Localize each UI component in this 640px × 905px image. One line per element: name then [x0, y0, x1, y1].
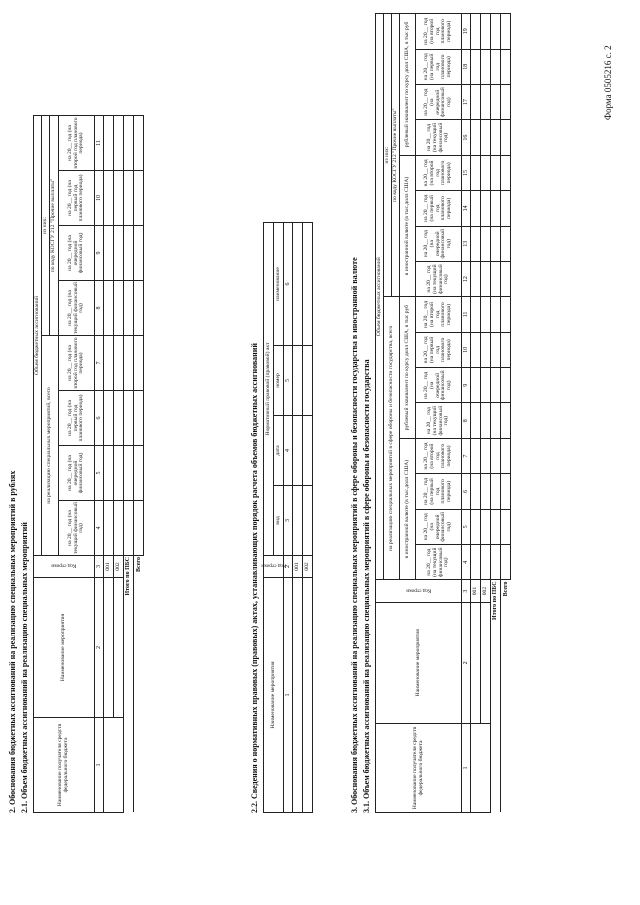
- table-row: [293, 222, 303, 812]
- colnum: 1: [462, 724, 471, 813]
- section2-1-title: 2.1. Объем бюджетных ассигнований на реализацию специальных мероприятий: [20, 522, 29, 813]
- section3-title: 3. Обоснования бюджетных ассигнований на реализацию специальных мероприятий в сфере обороны и безопасности государства в иностранной валюте: [350, 257, 359, 813]
- period: на 20__ год (на текущий финансовый год): [416, 261, 462, 296]
- colnum: 6: [462, 474, 471, 509]
- period: на 20__ год (на второй год планового периода): [416, 14, 462, 50]
- colnum: 6: [284, 222, 293, 345]
- colnum: 10: [462, 332, 471, 367]
- period: на 20__ год (на очередной финансовый год): [416, 509, 462, 544]
- col-rub: рублевый эквивалент по курсу долл США, в тыс руб: [400, 297, 416, 439]
- period: на 20__ год (на текущий финансовый год): [416, 545, 462, 580]
- period-1-kosgu: на 20__ год (на текущий финансовый год): [59, 281, 95, 336]
- col-foreign-kosgu: в иностранной валюте (в тыс.долл США): [400, 155, 416, 297]
- col-total: на реализацию специальных мероприятий, всего: [42, 336, 59, 556]
- colnum: 10: [95, 171, 104, 226]
- period-4-kosgu: на 20__ год (на второй год планового периода): [59, 116, 95, 171]
- col-number: номер: [274, 346, 284, 416]
- colnum: 14: [462, 191, 471, 226]
- colnum: 5: [284, 346, 293, 416]
- col-recipient: Наименование получателя средств федерального бюджета: [34, 718, 95, 813]
- section2-2-title: 2.2. Сведения о нормативных правовых (правовых) актах, устанавливающих порядок расчета объемов бюджетных ассигнований: [250, 342, 259, 813]
- col-recipient: Наименование получателя средств федерального бюджета: [376, 724, 462, 813]
- col-act: Нормативный правовой (правовой) акт: [264, 222, 274, 555]
- period: на 20__ год (на очередной финансовый год): [416, 84, 462, 119]
- period: на 20__ год (на второй год планового периода): [416, 438, 462, 473]
- col-total: на реализацию специальных мероприятий в сфере обороны и безопасности государства, всего: [384, 297, 400, 580]
- col-measure: Наименование мероприятия: [376, 602, 462, 723]
- colnum: 19: [462, 14, 471, 50]
- col-name: наименование: [274, 222, 284, 345]
- colnum: 3: [284, 486, 293, 556]
- row-code: 001: [104, 556, 114, 578]
- row-code: 002: [481, 580, 491, 602]
- col-incl: из них:: [384, 14, 392, 297]
- colnum: 6: [95, 391, 104, 446]
- row-code: 001: [293, 556, 303, 578]
- colnum: 12: [462, 261, 471, 296]
- col-code: Код строки: [376, 580, 462, 602]
- period-3-kosgu: на 20__ год (на первый год планового периода): [59, 171, 95, 226]
- colnum: 1: [95, 718, 104, 813]
- col-date: дата: [274, 416, 284, 486]
- period: на 20__ год (на очередной финансовый год): [416, 368, 462, 403]
- colnum: 4: [95, 501, 104, 556]
- row-code: 002: [114, 556, 124, 578]
- total-label: Всего: [134, 556, 144, 813]
- total-pbs-label: Итого по ПБС: [491, 580, 501, 813]
- colnum: 9: [462, 368, 471, 403]
- colnum: 2: [95, 578, 104, 718]
- colnum: 1: [284, 578, 293, 813]
- table-3-1: [375, 13, 511, 813]
- colnum: 17: [462, 84, 471, 119]
- col-volume: Объем бюджетных ассигнований: [376, 14, 384, 580]
- colnum: 7: [95, 336, 104, 391]
- form-code: Форма 0505216 с. 2: [603, 45, 613, 120]
- col-volume: Объем бюджетных ассигнований: [34, 116, 42, 556]
- period: на 20__ год (на текущий финансовый год): [416, 120, 462, 155]
- period: на 20__ год (на второй год планового периода): [416, 155, 462, 190]
- table-2-1: [33, 10, 144, 814]
- colnum: 7: [462, 438, 471, 473]
- col-rub-kosgu: рублевый эквивалент по курсу долл США, в тыс руб: [400, 14, 416, 156]
- colnum: 5: [462, 509, 471, 544]
- period-2: на 20__ год (на очередной финансовый год): [59, 446, 95, 501]
- period: на 20__ год (на первый год планового периода): [416, 191, 462, 226]
- period: на 20__ год (на второй год планового периода): [416, 297, 462, 332]
- colnum: 15: [462, 155, 471, 190]
- colnum: 4: [462, 545, 471, 580]
- period: на 20__ год (на первый год планового периода): [416, 332, 462, 367]
- colnum: 8: [95, 281, 104, 336]
- period-3: на 20__ год (на первый год планового периода): [59, 391, 95, 446]
- table-row: [114, 10, 124, 813]
- col-code: Код строки: [264, 556, 284, 578]
- table-row: [471, 14, 481, 813]
- period-4: на 20__ год (на второй год планового периода): [59, 336, 95, 391]
- table-row: [303, 222, 313, 812]
- period-2-kosgu: на 20__ год (на очередной финансовый год): [59, 226, 95, 281]
- col-kosgu: по коду КОСГУ 212 "Прочие выплаты": [50, 116, 59, 336]
- table-row: [481, 14, 491, 813]
- colnum: 11: [462, 297, 471, 332]
- table-row: [104, 10, 114, 813]
- total-pbs-label: Итого по ПБС: [124, 556, 134, 813]
- col-foreign: в иностранной валюте (в тыс.долл США): [400, 438, 416, 580]
- table-2-2: [260, 222, 313, 813]
- section3-1-title: 3.1. Объем бюджетных ассигнований на реализацию специальных мероприятий в сфере обороны и безопасности государства: [362, 359, 371, 813]
- colnum: 9: [95, 226, 104, 281]
- colnum: 16: [462, 120, 471, 155]
- col-incl: из них:: [42, 116, 50, 336]
- colnum: 2: [284, 556, 293, 578]
- period: на 20__ год (на очередной финансовый год): [416, 226, 462, 261]
- colnum: 18: [462, 49, 471, 84]
- col-measure: Наименование мероприятия: [34, 578, 95, 718]
- period: на 20__ год (на текущий финансовый год): [416, 403, 462, 438]
- period-1: на 20__ год (на текущий финансовый год): [59, 501, 95, 556]
- period: на 20__ год (на первый год планового периода): [416, 474, 462, 509]
- colnum: 11: [95, 116, 104, 171]
- col-code: Код строки: [34, 556, 95, 578]
- col-measure: Наименование мероприятия: [264, 578, 284, 813]
- colnum: 4: [284, 416, 293, 486]
- period: на 20__ год (на первый год планового периода): [416, 49, 462, 84]
- colnum: 2: [462, 602, 471, 723]
- row-code: 001: [471, 580, 481, 602]
- colnum: 3: [462, 580, 471, 602]
- section2-title: 2. Обоснования бюджетных ассигнований на реализацию специальных мероприятий в рублях: [8, 470, 17, 813]
- colnum: 5: [95, 446, 104, 501]
- row-code: 002: [303, 556, 313, 578]
- col-kosgu: по коду КОСГУ 212 "Прочие выплаты": [392, 14, 400, 297]
- colnum: 3: [95, 556, 104, 578]
- colnum: 8: [462, 403, 471, 438]
- col-kind: вид: [274, 486, 284, 556]
- colnum: 13: [462, 226, 471, 261]
- total-label: Всего: [501, 580, 511, 813]
